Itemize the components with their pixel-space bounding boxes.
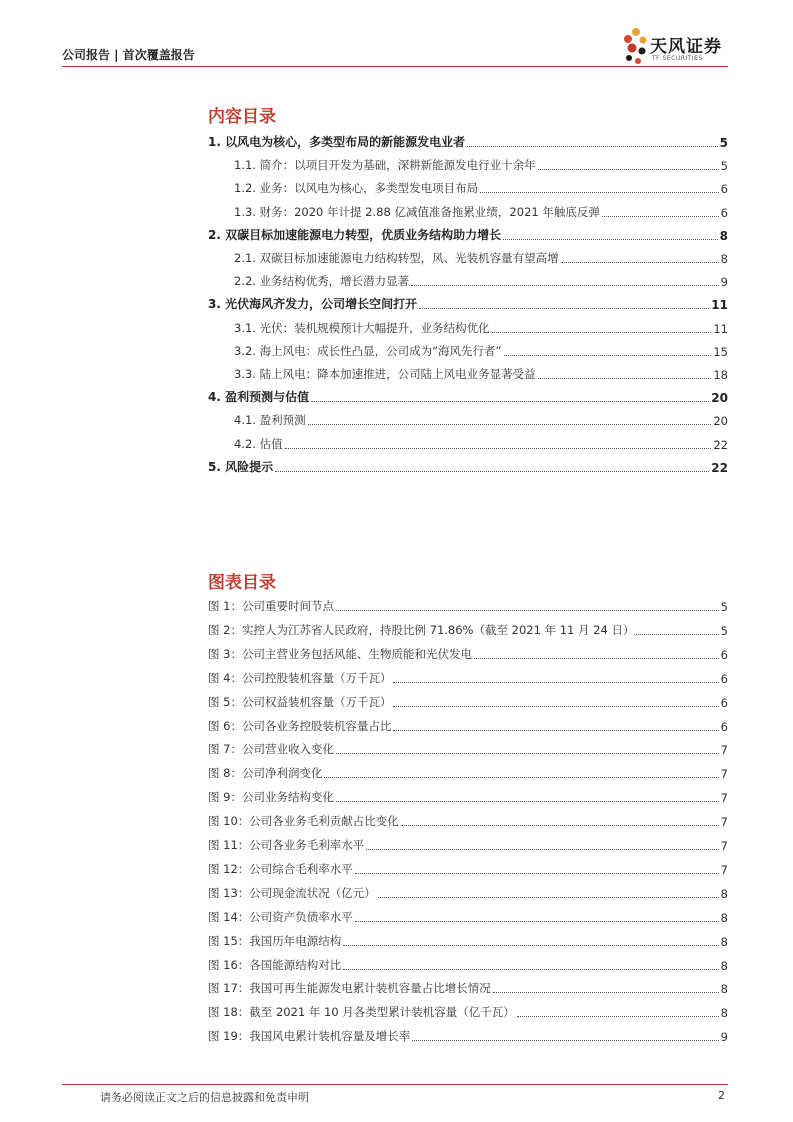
entry-page-number: 6 [720,647,728,662]
toc-entry-chapter[interactable] [208,459,728,475]
dot-leader [492,332,712,333]
dot-leader [480,192,719,193]
figure-entry[interactable] [208,789,728,805]
entry-page-number: 7 [720,743,728,758]
footer-rule [62,1084,728,1085]
toc-entry-section[interactable] [208,436,728,452]
page-number: 2 [718,1089,725,1102]
toc-entry-chapter[interactable] [208,389,728,405]
entry-page-number: 6 [720,182,728,197]
dot-leader [493,992,719,993]
figure-entry[interactable] [208,765,728,781]
entry-label: 2. 双碳目标加速能源电力转型，优质业务结构助力增长 [208,227,502,242]
dot-leader [538,169,719,170]
entry-page-number: 6 [720,205,728,220]
figure-entry[interactable] [208,1028,728,1044]
dot-leader [336,610,719,611]
entry-page-number: 22 [711,460,728,475]
dot-leader [355,873,719,874]
toc-entry-section[interactable] [208,250,728,266]
figure-entry[interactable] [208,885,728,901]
entry-label: 图 17：我国可再生能源发电累计装机容量占比增长情况 [208,981,491,996]
dot-leader [378,897,719,898]
dot-leader [411,285,719,286]
header-rule [62,66,728,67]
entry-page-number: 6 [720,719,728,734]
entry-label: 图 16：各国能源结构对比 [208,957,342,972]
entry-label: 2.1. 双碳目标加速能源电力结构转型，风、光装机容量有望高增 [234,251,559,265]
entry-page-number: 22 [713,437,728,452]
entry-label: 1.3. 财务：2020 年计提 2.88 亿减值准备拖累业绩，2021 年触底反弹 [234,204,600,219]
dot-leader [343,969,718,970]
toc-entry-section[interactable] [208,412,728,428]
entry-page-number: 8 [720,886,728,901]
entry-page-number: 15 [713,344,728,359]
entry-page-number: 5 [720,600,728,614]
entry-page-number: 8 [720,252,728,266]
entry-label: 3.3. 陆上风电：降本加速推进，公司陆上风电业务显著受益 [234,367,536,381]
entry-label: 3.1. 光伏：装机规模预计大幅提升，业务结构优化 [234,320,490,335]
report-type-label: 公司报告 | 首次覆盖报告 [62,48,195,62]
dot-leader [474,658,719,659]
entry-label: 图 13：公司现金流状况（亿元） [208,885,376,900]
figure-entry[interactable] [208,813,728,829]
entry-label: 图 19：我国风电累计装机容量及增长率 [208,1029,411,1044]
dot-leader [393,706,718,707]
entry-label: 图 8：公司净利润变化 [208,766,323,781]
entry-page-number: 6 [720,671,728,686]
dot-leader [602,216,719,217]
entry-label: 图 9：公司业务结构变化 [208,790,334,805]
dot-leader [285,448,712,449]
figure-entry[interactable] [208,694,728,710]
dot-leader [561,262,719,263]
entry-label: 5. 风险提示 [208,459,274,474]
company-logo [622,24,732,68]
figure-entry[interactable] [208,980,728,996]
dot-leader [275,471,709,472]
entry-label: 2.2. 业务结构优秀，增长潜力显著 [234,274,410,289]
disclaimer-text: 请务必阅读正文之后的信息披露和免责申明 [100,1091,309,1104]
entry-label: 图 6：公司各业务控股装机容量占比 [208,718,392,733]
dot-leader [517,1016,719,1017]
dot-leader [324,777,718,778]
entry-page-number: 20 [713,414,728,429]
toc-entry-chapter[interactable] [208,134,728,150]
entry-label: 3.2. 海上风电：成长性凸显，公司成为“海风先行者” [234,343,502,358]
toc-entry-section[interactable] [208,180,728,196]
figure-entry[interactable] [208,957,728,973]
entry-label: 图 18：截至 2021 年 10 月各类型累计装机容量（亿千瓦） [208,1005,515,1020]
toc-entry-chapter[interactable] [208,296,728,312]
dot-leader [393,730,718,731]
entry-label: 图 11：公司各业务毛利率水平 [208,838,365,852]
dot-leader [503,239,718,240]
entry-label: 图 12：公司综合毛利率水平 [208,861,353,876]
figure-entry[interactable] [208,670,728,686]
dot-leader [311,401,709,402]
toc-title: 内容目录 [208,107,276,127]
entry-label: 图 3：公司主营业务包括风能、生物质能和光伏发电 [208,646,472,661]
entry-label: 1.1. 简介：以项目开发为基础，深耕新能源发电行业十余年 [234,158,536,173]
entry-label: 图 4：公司控股装机容量（万千瓦） [208,670,392,685]
figures-title: 图表目录 [208,573,276,593]
figure-entry[interactable] [208,1004,728,1020]
entry-page-number: 11 [713,321,728,336]
figure-entry[interactable] [208,646,728,662]
entry-label: 1.2. 业务：以风电为核心，多类型发电项目布局 [234,181,479,196]
entry-page-number: 8 [720,958,728,973]
dot-leader [336,801,719,802]
entry-page-number: 7 [720,791,728,806]
dot-leader [467,146,718,147]
toc-entry-section[interactable] [208,204,728,220]
dot-leader [401,825,719,826]
entry-page-number: 5 [719,136,728,150]
figure-entry[interactable] [208,741,728,757]
logo-text-cn: 天风证券 [650,37,722,57]
dot-leader [308,424,712,425]
figure-entry[interactable] [208,909,728,925]
entry-page-number: 8 [719,228,728,243]
flower-logo-icon [622,26,650,66]
figure-entry[interactable] [208,718,728,734]
entry-label: 3. 光伏海风齐发力，公司增长空间打开 [208,297,418,312]
dot-leader [366,849,718,850]
entry-page-number: 20 [711,391,728,406]
toc-entry-section[interactable] [208,320,728,336]
entry-page-number: 7 [720,767,728,782]
entry-label: 图 10：公司各业务毛利贡献占比变化 [208,814,399,829]
dot-leader [419,308,709,309]
entry-page-number: 5 [720,623,728,638]
entry-page-number: 7 [720,815,728,830]
entry-label: 图 14：公司资产负债率水平 [208,909,353,924]
entry-page-number: 8 [720,910,728,925]
dot-leader [504,355,712,356]
entry-label: 图 2：实控人为江苏省人民政府，持股比例 71.86%（截至 2021 年 11 月 24 日） [208,622,635,637]
entry-page-number: 18 [713,368,728,382]
dot-leader [393,682,718,683]
dot-leader [355,921,719,922]
figure-entry[interactable] [208,598,728,614]
figure-entry[interactable] [208,622,728,638]
dot-leader [343,945,718,946]
entry-label: 4.2. 估值 [234,436,283,451]
entry-label: 图 5：公司权益装机容量（万千瓦） [208,694,392,709]
entry-page-number: 9 [720,1030,728,1045]
figure-entry[interactable] [208,837,728,853]
dot-leader [636,634,718,635]
logo-text-en: TF SECURITIES [652,55,703,62]
entry-page-number: 8 [720,1006,728,1021]
entry-page-number: 7 [720,862,728,877]
entry-label: 4. 盈利预测与估值 [208,390,310,405]
dot-leader [336,753,719,754]
dot-leader [538,378,712,379]
figure-entry[interactable] [208,861,728,877]
entry-page-number: 6 [720,695,728,710]
toc-entry-section[interactable] [208,343,728,359]
entry-label: 图 1：公司重要时间节点 [208,599,334,613]
toc-entry-section[interactable] [208,273,728,289]
entry-page-number: 8 [720,934,728,949]
entry-page-number: 5 [720,159,728,174]
entry-page-number: 9 [720,275,728,290]
dot-leader [412,1040,718,1041]
entry-label: 1. 以风电为核心，多类型布局的新能源发电业者 [208,135,466,149]
toc-entry-section[interactable] [208,157,728,173]
entry-label: 4.1. 盈利预测 [234,413,306,428]
toc-entry-section[interactable] [208,366,728,382]
entry-page-number: 7 [720,839,728,853]
entry-page-number: 11 [711,298,728,313]
entry-page-number: 8 [720,982,728,997]
entry-label: 图 15：我国历年电源结构 [208,933,342,948]
toc-entry-chapter[interactable] [208,227,728,243]
figure-entry[interactable] [208,933,728,949]
entry-label: 图 7：公司营业收入变化 [208,742,334,757]
